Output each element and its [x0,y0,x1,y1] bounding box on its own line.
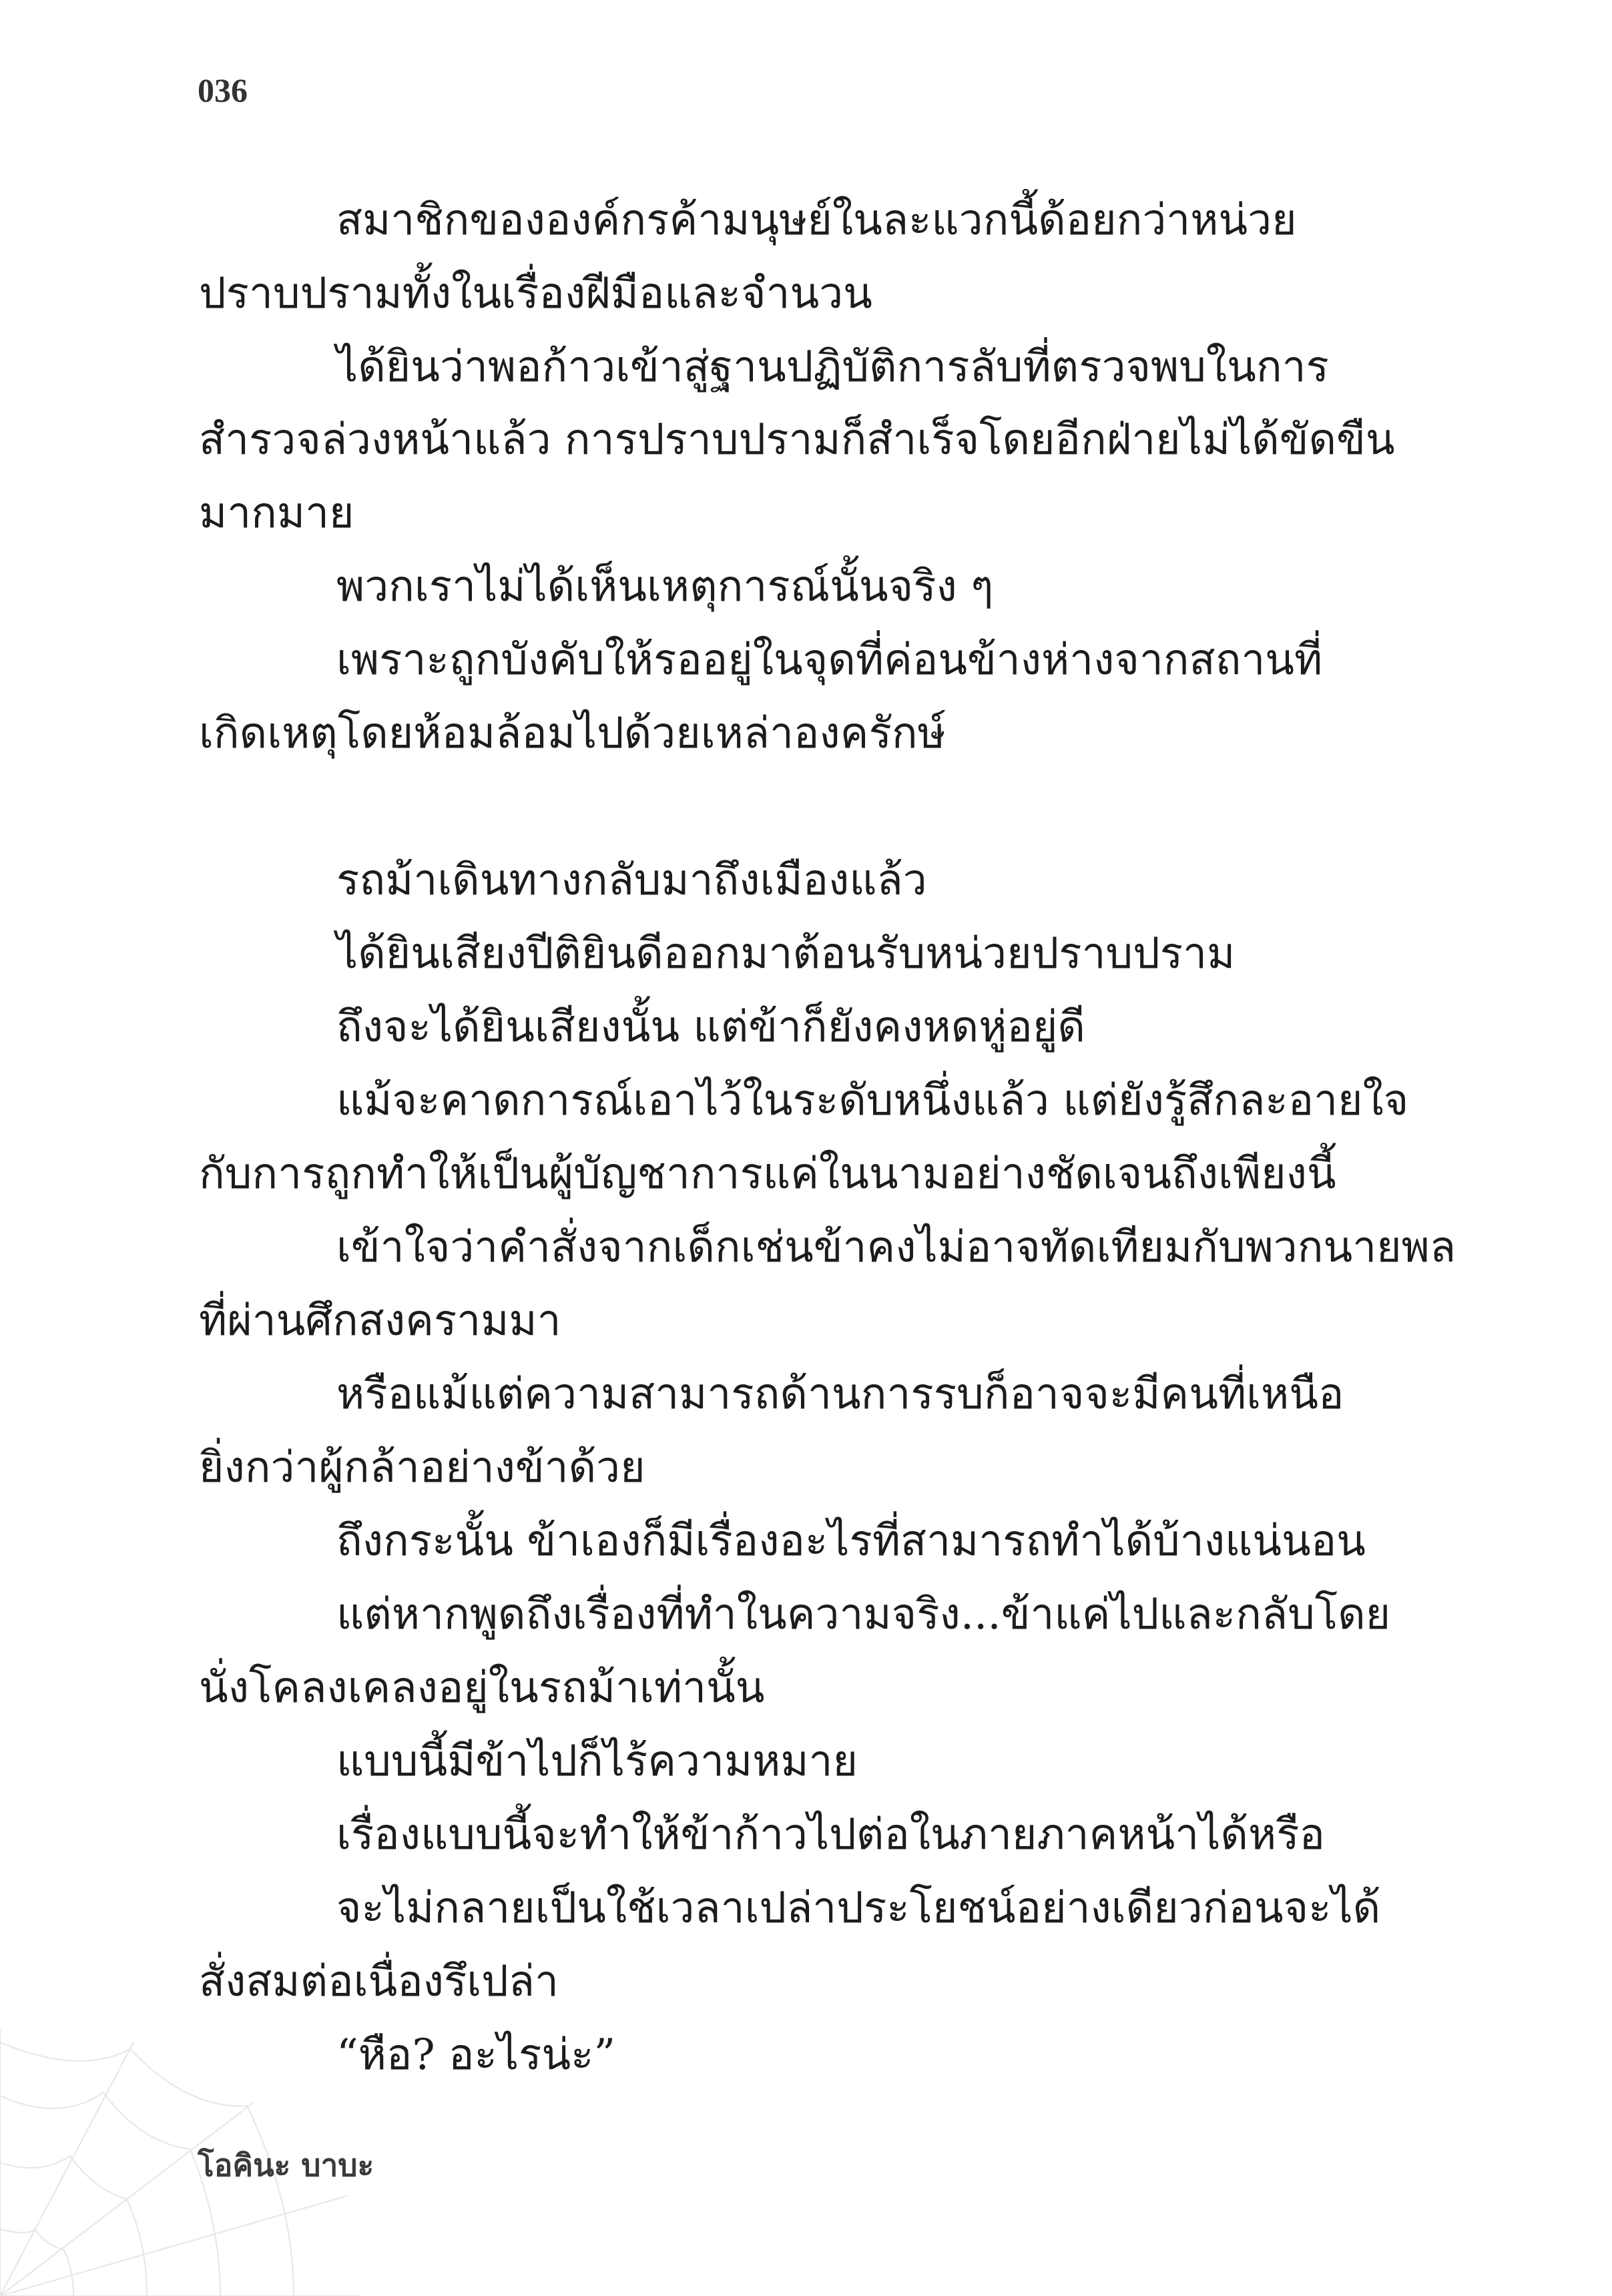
text-line: เรื่องแบบนี้จะทำให้ข้าก้าวไปต่อในภายภาคหน้าได้หรือ [336,1810,1325,1859]
text-line: ที่ผ่านศึกสงครามมา [199,1296,561,1346]
text-line: สั่งสมต่อเนื่องรึเปล่า [199,1957,559,2006]
text-line: พวกเราไม่ได้เห็นเหตุการณ์นั้นจริง ๆ [336,562,994,611]
text-line: ปราบปรามทั้งในเรื่องฝีมือและจำนวน [199,269,872,318]
text-line: หรือแม้แต่ความสามารถด้านการรบก็อาจจะมีคนที่เหนือ [336,1370,1344,1419]
text-line: “หือ? อะไรน่ะ” [336,2030,616,2080]
text-line: สำรวจล่วงหน้าแล้ว การปราบปรามก็สำเร็จโดยอีกฝ่ายไม่ได้ขัดขืน [199,415,1395,465]
text-line: กับการถูกทำให้เป็นผู้บัญชาการแค่ในนามอย่างชัดเจนถึงเพียงนี้ [199,1149,1336,1199]
text-line: ได้ยินว่าพอก้าวเข้าสู่ฐานปฏิบัติการลับที่ตรวจพบในการ [336,342,1329,392]
text-line: จะไม่กลายเป็นใช้เวลาเปล่าประโยชน์อย่างเดียวก่อนจะได้ [336,1884,1381,1933]
text-line: ยิ่งกว่าผู้กล้าอย่างข้าด้วย [199,1443,645,1492]
text-line: สมาชิกขององค์กรค้ามนุษย์ในละแวกนี้ด้อยกว่าหน่วย [336,196,1297,245]
text-line: เข้าใจว่าคำสั่งจากเด็กเช่นข้าคงไม่อาจทัดเทียมกับพวกนายพล [336,1223,1456,1272]
text-line: มากมาย [199,489,354,538]
text-line: รถม้าเดินทางกลับมาถึงเมืองแล้ว [336,856,927,905]
author-name: โอคินะ บาบะ [198,2147,374,2183]
page-number: 036 [198,71,248,109]
text-line: ถึงกระนั้น ข้าเองก็มีเรื่องอะไรที่สามารถทำได้บ้างแน่นอน [336,1516,1366,1566]
text-line: แบบนี้มีข้าไปก็ไร้ความหมาย [336,1737,858,1786]
text-line: ได้ยินเสียงปีติยินดีออกมาต้อนรับหน่วยปราบปราม [336,929,1236,978]
text-line: แต่หากพูดถึงเรื่องที่ทำในความจริง...ข้าแค่ไปและกลับโดย [336,1590,1391,1639]
text-line: ถึงจะได้ยินเสียงนั้น แต่ข้าก็ยังคงหดหู่อยู่ดี [336,1002,1085,1052]
text-line: นั่งโคลงเคลงอยู่ในรถม้าเท่านั้น [199,1663,765,1713]
text-line: แม้จะคาดการณ์เอาไว้ในระดับหนึ่งแล้ว แต่ยังรู้สึกละอายใจ [336,1076,1409,1125]
text-line: เกิดเหตุโดยห้อมล้อมไปด้วยเหล่าองครักษ์ [199,709,946,758]
text-line: เพราะถูกบังคับให้รออยู่ในจุดที่ค่อนข้างห่างจากสถานที่ [336,635,1323,685]
